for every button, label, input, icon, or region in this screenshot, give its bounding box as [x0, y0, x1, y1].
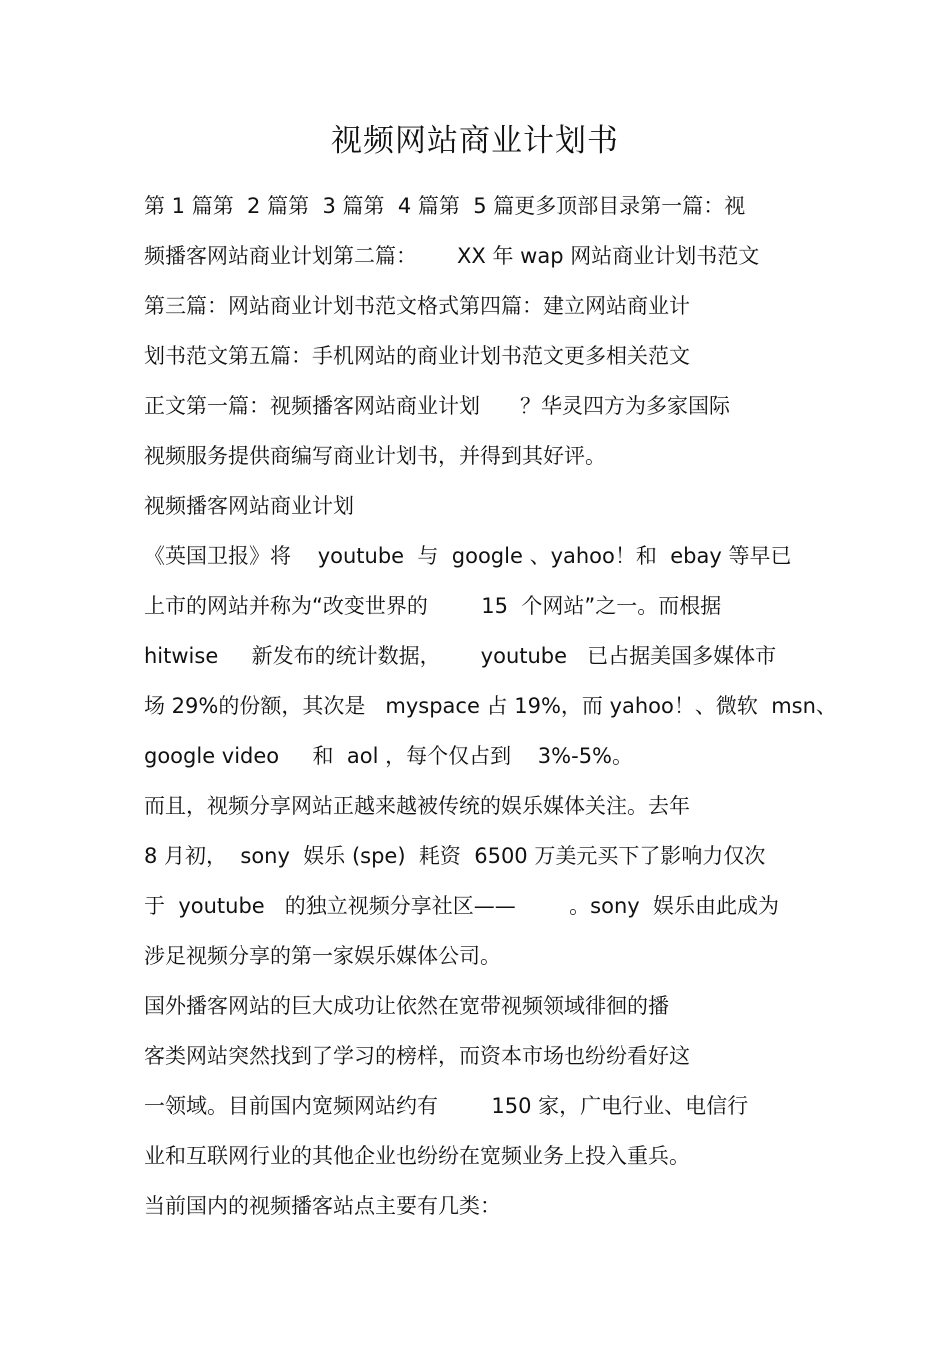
document-title: 视频网站商业计划书: [331, 123, 619, 159]
document-body: [144, 183, 837, 1233]
text-line: 视频播客网站商业计划: [144, 494, 354, 518]
text-line: google video 和 aol ，每个仅占到 3%-5%。: [144, 744, 634, 768]
text-line: 《英国卫报》将 youtube 与 google 、yahoo！和 ebay 等早已: [144, 544, 792, 568]
text-line: 划书范文第五篇：手机网站的商业计划书范文更多相关范文: [144, 344, 690, 368]
text-line: 涉足视频分享的第一家娱乐媒体公司。: [144, 944, 501, 968]
text-line: 上市的网站并称为“改变世界的 15 个网站”之一。而根据: [144, 594, 722, 618]
text-line: 客类网站突然找到了学习的榜样，而资本市场也纷纷看好这: [144, 1044, 690, 1068]
text-line: 国外播客网站的巨大成功让依然在宽带视频领域徘徊的播: [144, 994, 669, 1018]
text-line: 频播客网站商业计划第二篇： XX 年 wap 网站商业计划书范文: [144, 244, 760, 268]
text-line: 正文第一篇：视频播客网站商业计划 ？华灵四方为多家国际: [144, 394, 731, 418]
text-line: 于 youtube 的独立视频分享社区—— 。sony 娱乐由此成为: [144, 894, 780, 918]
text-line: 当前国内的视频播客站点主要有几类：: [144, 1194, 501, 1218]
text-line: 第 1 篇第 2 篇第 3 篇第 4 篇第 5 篇更多顶部目录第一篇：视: [144, 194, 746, 218]
text-line: 一领域。目前国内宽频网站约有 150 家，广电行业、电信行: [144, 1094, 749, 1118]
text-line: 视频服务提供商编写商业计划书，并得到其好评。: [144, 444, 606, 468]
text-line: 而且，视频分享网站正越来越被传统的娱乐媒体关注。去年: [144, 794, 690, 818]
text-line: 第三篇：网站商业计划书范文格式第四篇：建立网站商业计: [144, 294, 690, 318]
text-line: 场 29%的份额，其次是 myspace 占 19%，而 yahoo！、微软 msn、: [144, 694, 837, 718]
text-line: 8 月初， sony 娱乐 (spe) 耗资 6500 万美元买下了影响力仅次: [144, 844, 766, 868]
text-line: hitwise 新发布的统计数据， youtube 已占据美国多媒体市: [144, 644, 777, 668]
text-line: 业和互联网行业的其他企业也纷纷在宽频业务上投入重兵。: [144, 1144, 690, 1168]
